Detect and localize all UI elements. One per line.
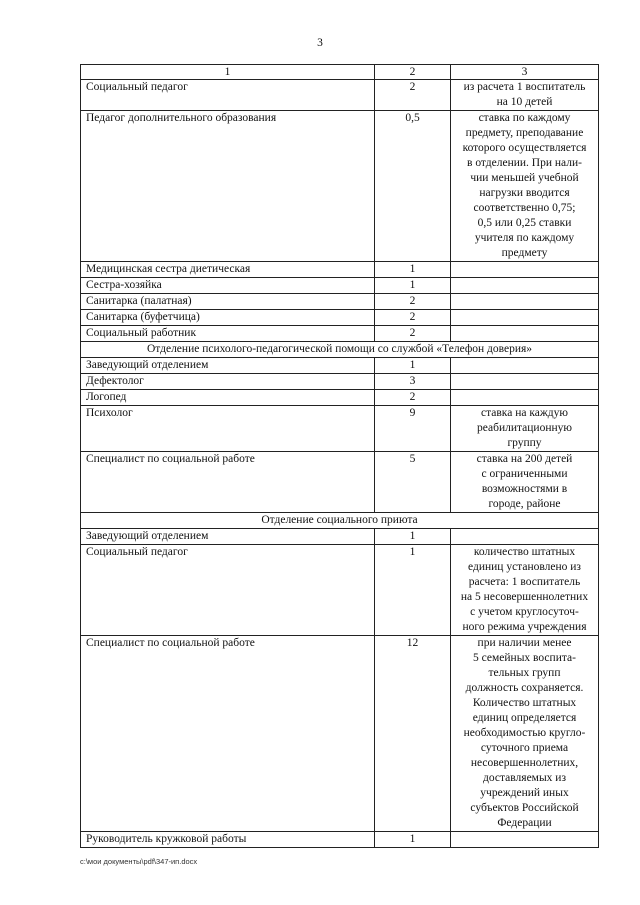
table-row	[81, 294, 599, 310]
table-row	[81, 358, 599, 374]
section-title: Отделение психолого-педагогической помощи со службой «Телефон доверия»	[81, 342, 599, 358]
position-count: 2	[375, 326, 451, 342]
staff-table	[80, 64, 599, 848]
note-line: ставка на каждую	[481, 407, 568, 419]
note-line: которого осуществляется	[462, 142, 587, 154]
position-name: Педагог дополнительного образования	[81, 111, 375, 262]
table-row	[81, 529, 599, 545]
table-row	[81, 374, 599, 390]
table-row	[81, 636, 599, 832]
position-count: 1	[375, 832, 451, 848]
position-name: Дефектолог	[81, 374, 375, 390]
position-note	[451, 80, 599, 111]
header-row	[81, 65, 599, 80]
staff-table-body	[81, 65, 599, 848]
position-note	[451, 529, 599, 545]
position-count: 9	[375, 406, 451, 452]
page-number: 3	[317, 37, 323, 49]
note-line: количество штатных	[473, 546, 576, 558]
position-count: 0,5	[375, 111, 451, 262]
note-line: при наличии менее	[477, 637, 572, 649]
position-note	[451, 326, 599, 342]
note-line: возможностями в	[481, 483, 568, 495]
position-note	[451, 390, 599, 406]
note-line: чии меньшей учебной	[470, 172, 579, 184]
note-line: необходимостью кругло-	[463, 727, 586, 739]
note-line: должность сохраняется.	[465, 682, 584, 694]
position-count: 2	[375, 80, 451, 111]
note-line: предмету	[501, 247, 548, 259]
note-line: группу	[507, 437, 542, 449]
position-count: 2	[375, 310, 451, 326]
note-line: учреждений иных	[480, 787, 569, 799]
position-name: Психолог	[81, 406, 375, 452]
position-note	[451, 310, 599, 326]
note-line: единиц определяется	[472, 712, 577, 724]
table-row	[81, 310, 599, 326]
position-count: 1	[375, 262, 451, 278]
position-note	[451, 358, 599, 374]
position-note	[451, 832, 599, 848]
note-line: из расчета 1 воспитатель	[463, 81, 586, 93]
position-name: Социальный работник	[81, 326, 375, 342]
position-note	[451, 452, 599, 513]
position-name: Санитарка (буфетчица)	[81, 310, 375, 326]
section-title: Отделение социального приюта	[81, 513, 599, 529]
note-line: субъектов Российской	[470, 802, 579, 814]
note-line: доставляемых из	[483, 772, 566, 784]
position-count: 12	[375, 636, 451, 832]
note-line: Количество штатных	[472, 697, 577, 709]
note-line: несовершеннолетних,	[470, 757, 579, 769]
header-col-2: 2	[375, 65, 451, 80]
note-line: предмету, преподавание	[465, 127, 584, 139]
position-count: 2	[375, 294, 451, 310]
note-line: ставка на 200 детей	[476, 453, 573, 465]
note-line: на 5 несовершеннолетних	[460, 591, 589, 603]
position-note	[451, 406, 599, 452]
position-note	[451, 111, 599, 262]
note-line: реабилитационную	[477, 422, 572, 434]
position-count: 3	[375, 374, 451, 390]
note-line: с учетом круглосуточ-	[470, 606, 579, 618]
footer-file-path: c:\мои документы\pdf\347-ип.docx	[80, 857, 198, 866]
table-row	[81, 262, 599, 278]
note-line: городе, районе	[488, 498, 561, 510]
position-count: 1	[375, 278, 451, 294]
position-name: Санитарка (палатная)	[81, 294, 375, 310]
note-line: учителя по каждому	[474, 232, 575, 244]
position-name: Сестра-хозяйка	[81, 278, 375, 294]
position-note	[451, 374, 599, 390]
position-note	[451, 545, 599, 636]
table-row	[81, 406, 599, 452]
note-line: нагрузки вводится	[479, 187, 570, 199]
position-name: Социальный педагог	[81, 80, 375, 111]
note-line: тельных групп	[488, 667, 561, 679]
note-line: суточного приема	[480, 742, 569, 754]
table-row	[81, 832, 599, 848]
note-line: расчета: 1 воспитатель	[468, 576, 581, 588]
position-name: Заведующий отделением	[81, 358, 375, 374]
table-row	[81, 390, 599, 406]
position-name: Специалист по социальной работе	[81, 452, 375, 513]
table-row	[81, 326, 599, 342]
section-row	[81, 342, 599, 358]
position-count: 1	[375, 529, 451, 545]
table-row	[81, 278, 599, 294]
section-row	[81, 513, 599, 529]
header-col-3: 3	[451, 65, 599, 80]
position-name: Заведующий отделением	[81, 529, 375, 545]
note-line: 5 семейных воспита-	[473, 652, 576, 664]
position-name: Логопед	[81, 390, 375, 406]
position-count: 1	[375, 545, 451, 636]
position-count: 1	[375, 358, 451, 374]
note-line: единиц установлено из	[468, 561, 581, 573]
position-name: Специалист по социальной работе	[81, 636, 375, 832]
position-name: Руководитель кружковой работы	[81, 832, 375, 848]
table-row	[81, 545, 599, 636]
position-count: 5	[375, 452, 451, 513]
note-line: 0,5 или 0,25 ставки	[477, 217, 572, 229]
note-line: ставка по каждому	[478, 112, 571, 124]
table-row	[81, 452, 599, 513]
position-note	[451, 294, 599, 310]
position-note	[451, 636, 599, 832]
table-row	[81, 111, 599, 262]
table-row	[81, 80, 599, 111]
position-note	[451, 262, 599, 278]
position-count: 2	[375, 390, 451, 406]
note-line: ного режима учреждения	[462, 621, 587, 633]
position-note	[451, 278, 599, 294]
note-line: в отделении. При нали-	[467, 157, 582, 169]
header-col-1: 1	[81, 65, 375, 80]
position-name: Социальный педагог	[81, 545, 375, 636]
note-line: с ограниченными	[481, 468, 568, 480]
note-line: на 10 детей	[496, 96, 553, 108]
position-name: Медицинская сестра диетическая	[81, 262, 375, 278]
note-line: соответственно 0,75;	[473, 202, 576, 214]
note-line: Федерации	[497, 817, 552, 829]
